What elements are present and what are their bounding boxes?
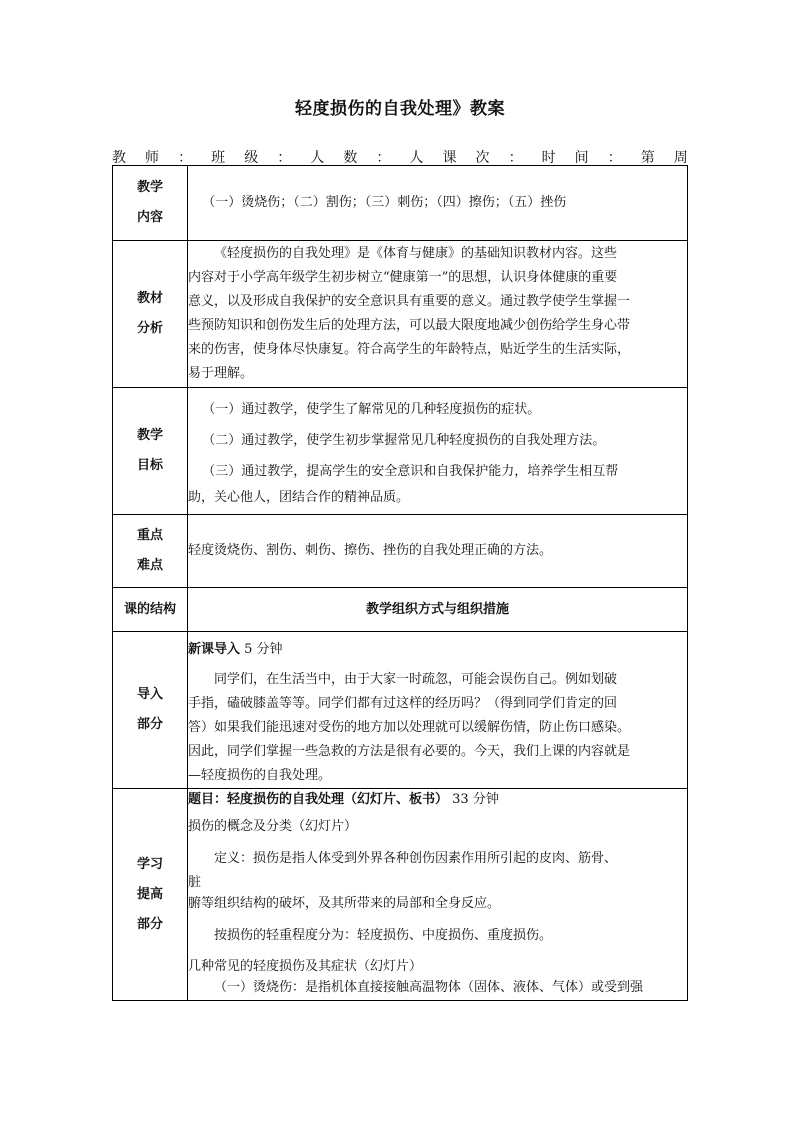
meta-char: ： [376, 150, 391, 166]
meta-char: ： [277, 150, 292, 166]
meta-char: 时 [541, 150, 556, 166]
intro-heading-time: 5 分钟 [244, 642, 283, 657]
intro-text [188, 632, 688, 789]
meta-char: 间 [574, 150, 589, 166]
study-classification: 按损伤的轻重程度分为：轻度损伤、中度损伤、重度损伤。 [214, 928, 553, 943]
analysis-line: 来的伤害，使身体尽快康复。符合高学生的年龄特点，贴近学生的生活实际， [188, 342, 631, 357]
study-heading [188, 789, 687, 811]
label-study [113, 789, 188, 1001]
key-difficulty-text [188, 515, 688, 588]
label-line: 导入 [136, 687, 163, 702]
content-line: （一）烫烧伤；（二）割伤；（三）刺伤；（四）擦伤；（五）挫伤 [202, 195, 567, 210]
study-definition-line: 腑等组织结构的破坏，及其所带来的局部和全身反应。 [188, 896, 501, 911]
lesson-plan-table [112, 165, 688, 1001]
meta-char: 班 [211, 150, 226, 166]
material-analysis-text [188, 241, 688, 388]
label-line: 教材 [136, 291, 163, 306]
row-intro [113, 632, 688, 789]
meta-char: 数 [343, 150, 358, 166]
row-material-analysis [113, 241, 688, 388]
meta-char: 人 [409, 150, 424, 166]
label-line: 目标 [136, 458, 163, 473]
key-line: 轻度烫烧伤、割伤、刺伤、擦伤、挫伤的自我处理正确的方法。 [188, 543, 553, 558]
teaching-content-text [188, 166, 688, 241]
goal-line: 助，关心他人，团结合作的精神品质。 [188, 489, 410, 505]
label-line: 学习 [136, 856, 163, 872]
meta-char: 教 [112, 150, 126, 166]
intro-heading-bold: 新课导入 [188, 642, 241, 657]
study-symptoms: 几种常见的轻度损伤及其症状（幻灯片） [188, 959, 423, 974]
meta-char: 级 [244, 150, 259, 166]
meta-char: 人 [310, 150, 325, 166]
analysis-line: 些预防知识和创伤发生后的处理方法，可以最大限度地减少创伤给学生身心带 [188, 318, 631, 333]
label-intro [113, 632, 188, 789]
meta-char: 周 [673, 150, 688, 166]
label-line: 重点 [136, 528, 163, 543]
study-heading-time: 33 分钟 [452, 792, 499, 807]
intro-line: 答）如果我们能迅速对受伤的地方加以处理就可以缓解伤情，防止伤口感染。 [188, 720, 631, 735]
meta-char: 师 [145, 150, 160, 166]
label-line: 部分 [136, 717, 163, 732]
study-definition-line: 定义：损伤是指人体受到外界各种创伤因素作用所引起的皮肉、筋骨、 [214, 851, 618, 866]
label-line: 内容 [136, 210, 163, 225]
goal-line: （二）通过教学，使学生初步掌握常见几种轻度损伤的自我处理方法。 [202, 432, 606, 448]
study-cut-line-wrap [188, 979, 687, 995]
study-text [188, 789, 688, 1001]
meta-char: ： [508, 150, 523, 166]
study-definition-line: 脏 [188, 875, 202, 890]
goal-line: （一）通过教学，使学生了解常见的几种轻度损伤的症状。 [202, 401, 541, 417]
intro-line: —轻度损伤的自我处理。 [188, 768, 332, 783]
intro-line: 因此，同学们掌握一些急救的方法是很有必要的。今天，我们上课的内容就是 [188, 744, 631, 759]
label-line: 教学 [136, 428, 163, 443]
label-line: 教学 [136, 180, 163, 195]
intro-line: 手指，磕破膝盖等等。同学们都有过这样的经历吗？（得到同学们肯定的回 [188, 696, 618, 711]
meta-char: ： [607, 150, 622, 166]
analysis-line: 内容对于小学高年级学生初步树立“健康第一”的思想，认识身体健康的重要 [188, 270, 618, 285]
row-lesson-structure [113, 588, 688, 632]
label-lesson-structure: 课的结构 [113, 588, 188, 632]
document-title: 轻度损伤的自我处理》教案 [295, 99, 505, 119]
analysis-line: 意义，以及形成自我保护的安全意识具有重要的意义。通过教学使学生掌握一 [188, 294, 631, 309]
label-material-analysis [113, 241, 188, 388]
meta-char: 课 [442, 150, 457, 166]
intro-heading [188, 638, 687, 662]
study-heading-bold: 题目：轻度损伤的自我处理（幻灯片、板书） [188, 792, 449, 807]
study-concept: 损伤的概念及分类（幻灯片） [188, 819, 358, 834]
label-teaching-content [113, 166, 188, 241]
label-line: 难点 [136, 558, 163, 573]
meta-char: ： [178, 150, 193, 166]
label-key-difficulty [113, 515, 188, 588]
teaching-goals-text [188, 388, 688, 515]
row-teaching-content [113, 166, 688, 241]
label-line: 提高 [136, 886, 163, 902]
row-key-difficulty [113, 515, 688, 588]
meta-char: 第 [640, 150, 655, 166]
label-teaching-goals [113, 388, 188, 515]
intro-line: 同学们，在生活当中，由于大家一时疏忽，可能会误伤自己。例如划破 [214, 672, 618, 687]
meta-char: 次 [475, 150, 490, 166]
lesson-structure-heading: 教学组织方式与组织措施 [188, 588, 688, 632]
row-teaching-goals [113, 388, 688, 515]
label-line: 部分 [136, 916, 163, 932]
analysis-line: 《轻度损伤的自我处理》是《体育与健康》的基础知识教材内容。这些 [214, 246, 618, 261]
study-cut-line: （一）烫烧伤：是指机体直接接触高温物体（固体、液体、气体）或受到强 [214, 980, 644, 995]
row-study [113, 789, 688, 1001]
label-line: 分析 [136, 321, 163, 336]
goal-line: （三）通过教学，提高学生的安全意识和自我保护能力，培养学生相互帮 [202, 463, 619, 479]
analysis-line: 易于理解。 [188, 366, 254, 381]
